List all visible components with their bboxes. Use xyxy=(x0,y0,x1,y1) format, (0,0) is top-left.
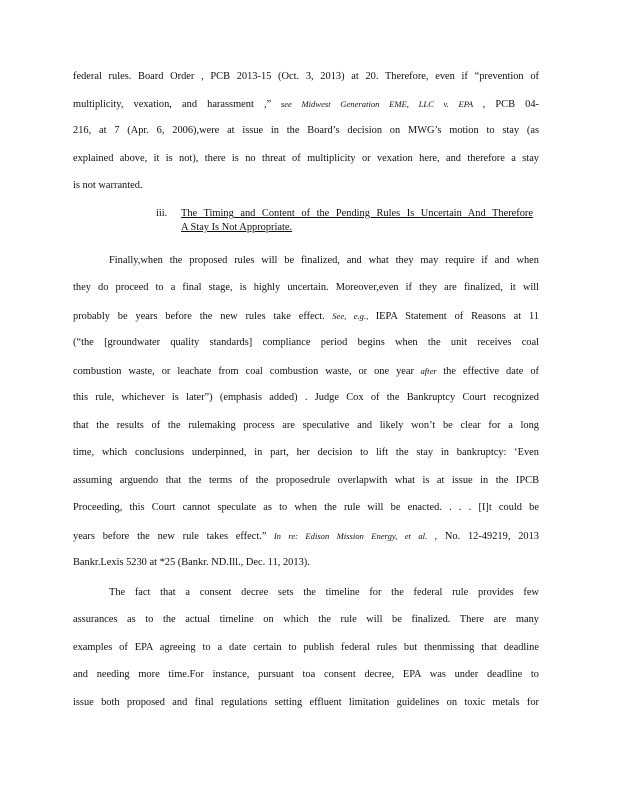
paragraph2-line-7: that the results of the rulemaking process are speculative and likely won’t be clear for a long xyxy=(73,420,539,431)
paragraph2-line-2: they do proceed to a final stage, is highly uncertain. Moreover,even if they are finalized, it will xyxy=(73,282,539,293)
paragraph2-line-12: Bankr.Lexis 5230 at *25 (Bankr. ND.Ill., Dec. 11, 2013). xyxy=(73,557,310,568)
paragraph3-line-2: assurances as to the actual timeline on which the rule will be finalized. There are many xyxy=(73,614,539,625)
paragraph2-line-11: years before the new rule takes effect.” In re: Edison Mission Energy, et al. , No. 12-49219, 2013 xyxy=(73,531,540,542)
paragraph3-line-4: and needing more time.For instance, pursuant toa consent decree, EPA was under deadline to xyxy=(73,669,539,680)
section-heading-line-2: A Stay Is Not Appropriate. xyxy=(181,222,293,233)
paragraph3-line-5: issue both proposed and final regulations setting effluent limitation guidelines on toxic metals for xyxy=(73,697,539,708)
case-citation: In re: Edison Mission Energy, et al. xyxy=(266,531,435,541)
paragraph2-line-10: Proceeding, this Court cannot speculate as to when the rule will be enacted. . . . [I]t could be xyxy=(73,502,539,513)
case-citation: see Midwest Generation EME, LLC v. EPA xyxy=(271,99,483,109)
paragraph2-line-5: combustion waste, or leachate from coal combustion waste, or one year after the effective date of xyxy=(73,366,539,377)
paragraph3-line-1: The fact that a consent decree sets the timeline for the federal rule provides few xyxy=(109,587,539,598)
paragraph1-line-2: multiplicity, vexation, and harassment ,” see Midwest Generation EME, LLC v. EPA , PCB 04- xyxy=(73,99,539,110)
section-heading-line-1: iii. The Timing and Content of the Pending Rules Is Uncertain And Therefore xyxy=(156,208,533,219)
paragraph1-line-4: explained above, it is not), there is no threat of multiplicity or vexation here, and therefore a stay xyxy=(73,153,539,164)
paragraph2-line-8: time, which conclusions underpinned, in part, her decision to lift the stay in bankruptcy: ‘Even xyxy=(73,447,539,458)
paragraph2-line-6: this rule, whichever is later”) (emphasis added) . Judge Cox of the Bankruptcy Court recognized xyxy=(73,392,539,403)
paragraph2-line-9: assuming arguendo that the terms of the proposedrule overlapwith what is at issue in the IPCB xyxy=(73,475,539,486)
paragraph1-line-3: 216, at 7 (Apr. 6, 2006),were at issue in the Board’s decision on MWG’s motion to stay (as xyxy=(73,125,539,136)
paragraph2-line-4: (“the [groundwater quality standards] compliance period begins when the unit receives coal xyxy=(73,337,539,348)
paragraph3-line-3: examples of EPA agreeing to a date certain to publish federal rules but thenmissing that deadline xyxy=(73,642,539,653)
paragraph1-line-1: federal rules. Board Order , PCB 2013-15 (Oct. 3, 2013) at 20. Therefore, even if “prevention of xyxy=(73,71,539,82)
section-number: iii. xyxy=(156,208,168,219)
paragraph2-line-3: probably be years before the new rules take effect. See, e.g., IEPA Statement of Reasons at 11 xyxy=(73,311,539,322)
paragraph2-line-1: Finally,when the proposed rules will be finalized, and what they may require if and when xyxy=(109,255,539,266)
paragraph1-line-5: is not warranted. xyxy=(73,180,143,191)
